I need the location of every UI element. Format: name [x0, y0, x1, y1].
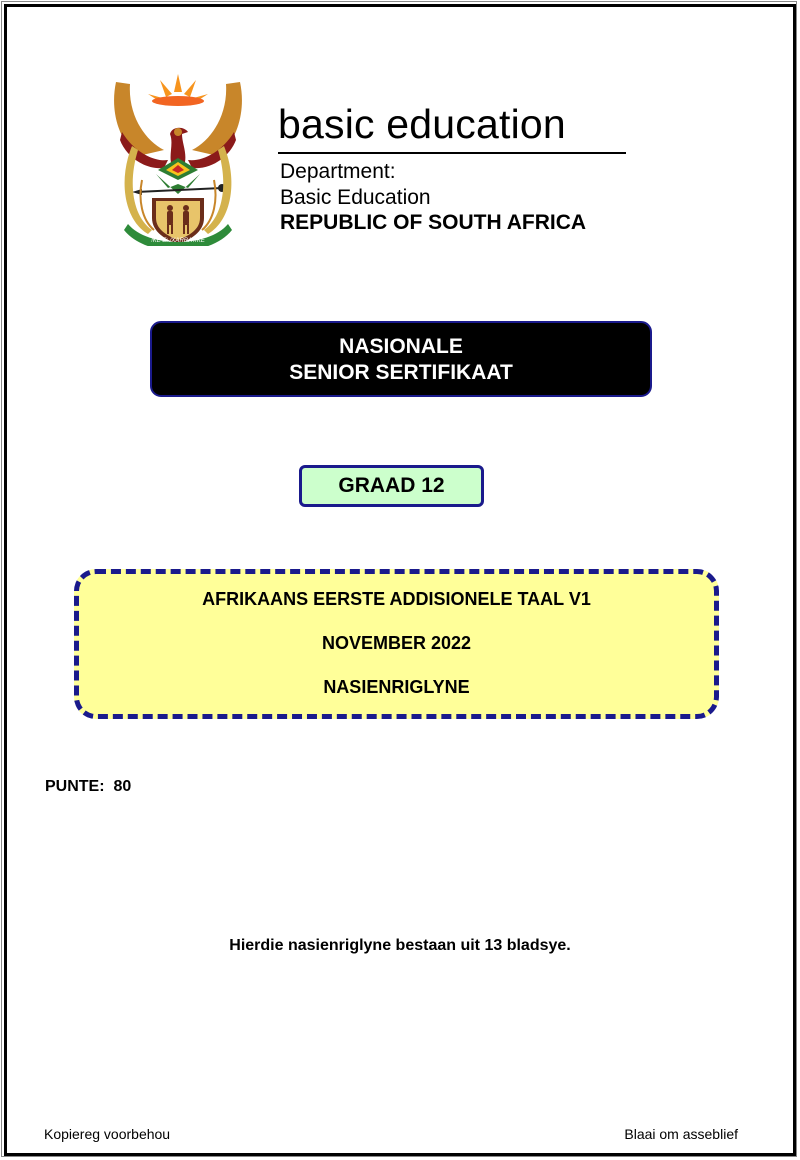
footer-turn-over: Blaai om asseblief [624, 1126, 738, 1142]
subject-title: AFRIKAANS EERSTE ADDISIONELE TAAL V1 [202, 589, 591, 609]
brand-title: basic education [278, 101, 566, 147]
brand-divider [278, 152, 626, 154]
page-count-note: Hierdie nasienriglyne bestaan uit 13 bladsye. [229, 937, 571, 954]
subject-panel [74, 569, 719, 719]
coat-of-arms-icon [108, 70, 248, 246]
department-label: Department: [280, 160, 396, 183]
svg-text:!KE E: /XARRA //KE: !KE E: /XARRA //KE [151, 238, 205, 244]
footer-copyright: Kopiereg voorbehou [44, 1126, 171, 1142]
department-branding [278, 100, 587, 234]
certificate-line-2: SENIOR SERTIFIKAAT [289, 361, 513, 384]
exam-session: NOVEMBER 2022 [321, 633, 472, 653]
grade-badge: GRAAD 12 [299, 465, 484, 507]
department-name: Basic Education [280, 186, 431, 209]
certificate-line-1: NASIONALE [339, 335, 463, 358]
certificate-banner [150, 321, 652, 397]
document-type: NASIENRIGLYNE [323, 677, 470, 697]
country-name: REPUBLIC OF SOUTH AFRICA [280, 211, 587, 234]
total-marks: PUNTE: 80 [45, 778, 132, 795]
